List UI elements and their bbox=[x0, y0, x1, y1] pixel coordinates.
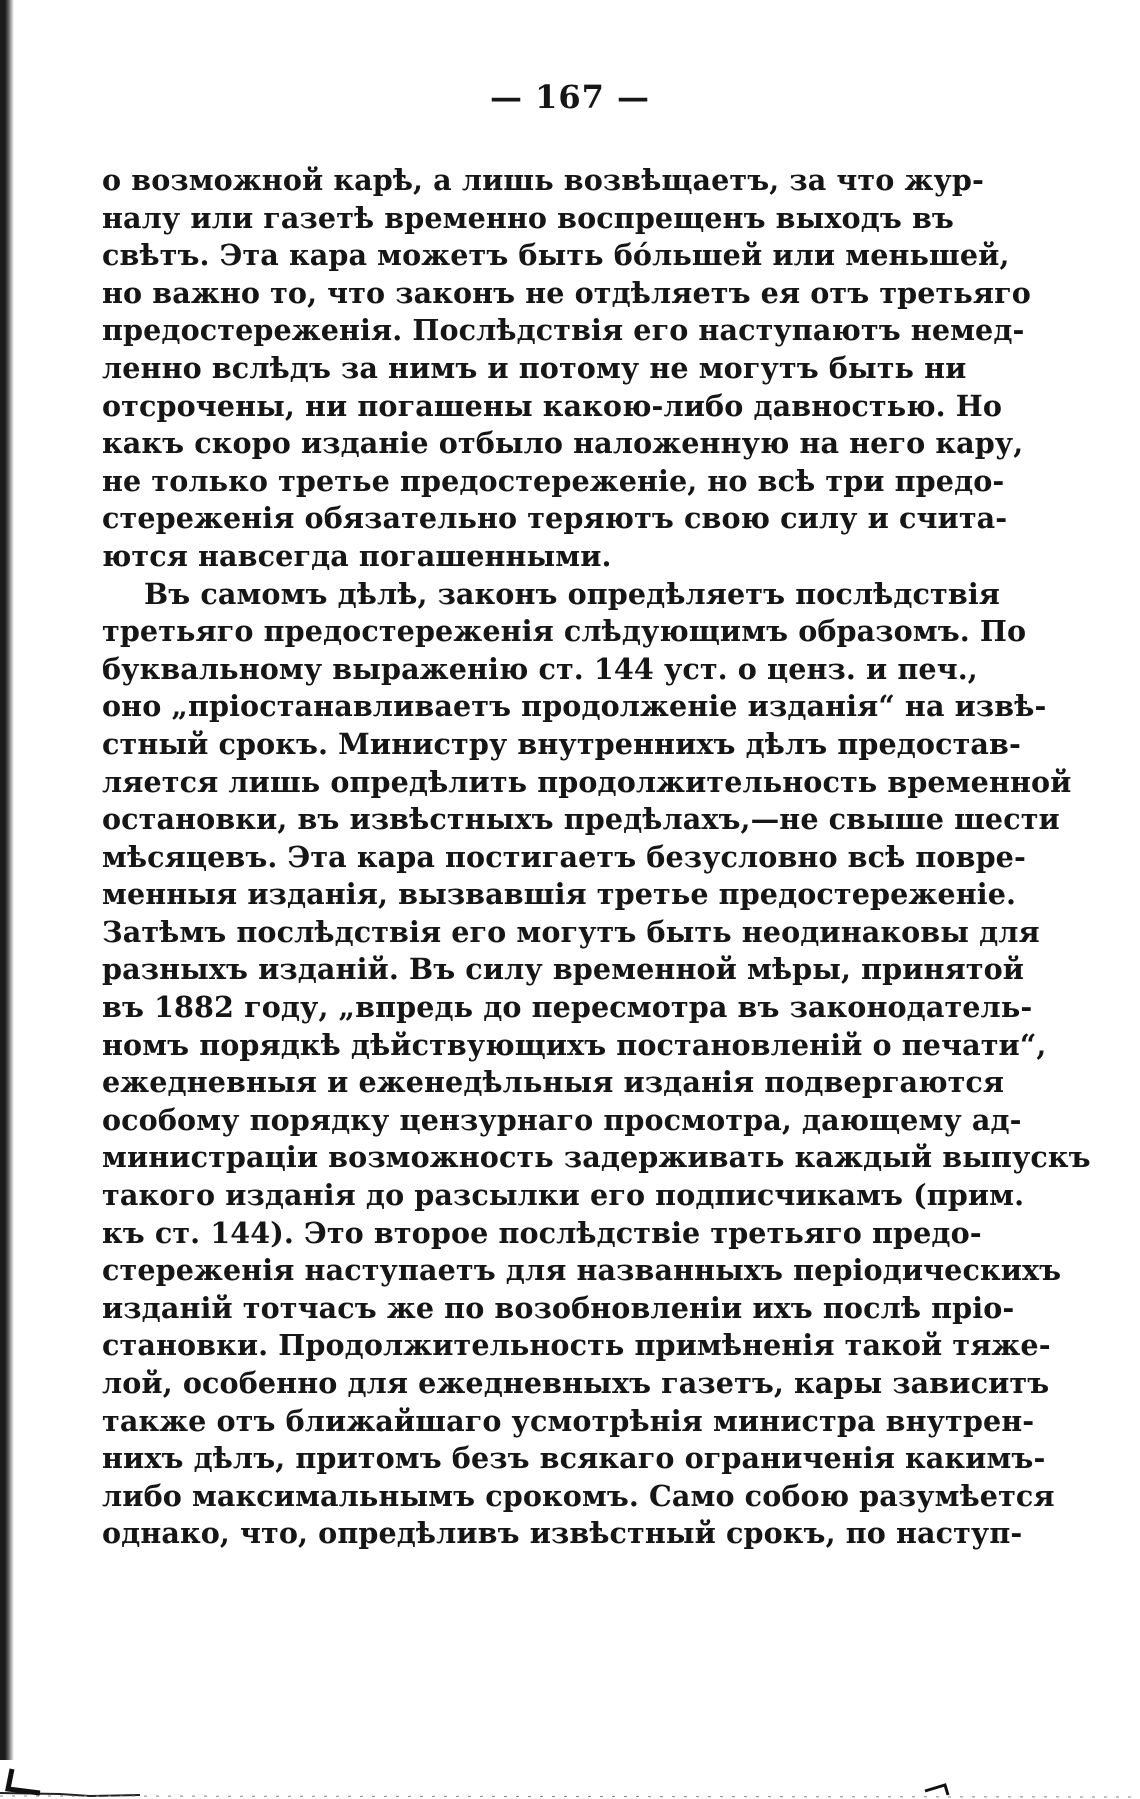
text-line: стереженія обязательно теряютъ свою силу и счита- bbox=[102, 501, 1008, 536]
text-line: налу или газетѣ временно воспрещенъ выходъ въ bbox=[102, 200, 954, 235]
text-line: оно „пріостанавливаетъ продолженіе изданія“ на извѣ- bbox=[102, 689, 1047, 724]
paragraph-1 bbox=[102, 162, 1031, 576]
text-line: ляется лишь опредѣлить продолжительность временной bbox=[102, 764, 1072, 799]
scan-binding-edge bbox=[0, 0, 14, 1760]
text-line: нихъ дѣлъ, притомъ безъ всякаго ограниченія какимъ- bbox=[102, 1441, 1046, 1476]
text-line: къ ст. 144). Это второе послѣдствіе третьяго предо- bbox=[102, 1215, 982, 1250]
text-line: мѣсяцевъ. Эта кара постигаетъ безусловно всѣ повре- bbox=[102, 839, 1026, 874]
text-line: свѣтъ. Эта кара можетъ быть бо́льшей или меньшей, bbox=[102, 238, 1010, 273]
text-line: разныхъ изданій. Въ силу временной мѣры, принятой bbox=[102, 952, 1025, 987]
page-number: — 167 — bbox=[489, 78, 651, 116]
text-line: менныя изданія, вызвавшія третье предостереженіе. bbox=[102, 877, 1017, 912]
text-line: однако, что, опредѣливъ извѣстный срокъ, по наступ- bbox=[102, 1516, 1023, 1551]
text-body bbox=[102, 162, 1091, 1553]
text-line: Затѣмъ послѣдствія его могутъ быть неодинаковы для bbox=[102, 914, 1040, 949]
text-line: какъ скоро изданіе отбыло наложенную на него кару, bbox=[102, 426, 1024, 461]
text-line: ежедневныя и еженедѣльныя изданія подвергаются bbox=[102, 1065, 1005, 1100]
text-line: такого изданія до разсылки его подписчикамъ (прим. bbox=[102, 1178, 1025, 1213]
text-line: лой, особенно для ежедневныхъ газетъ, кары зависитъ bbox=[102, 1366, 1050, 1400]
text-line: министраціи возможность задерживать каждый выпускъ bbox=[102, 1140, 1091, 1175]
text-line: но важно то, что законъ не отдѣляетъ ея отъ третьяго bbox=[102, 275, 1031, 310]
text-line: также отъ ближайшаго усмотрѣнія министра внутрен- bbox=[102, 1403, 1035, 1438]
text-line: ленно вслѣдъ за нимъ и потому не могутъ быть ни bbox=[102, 350, 967, 385]
text-line: Въ самомъ дѣлѣ, законъ опредѣляетъ послѣдствія bbox=[144, 576, 1001, 611]
text-line: въ 1882 году, „впредь до пересмотра въ законодатель- bbox=[102, 990, 1033, 1025]
text-line: отсрочены, ни погашены какою-либо давностью. Но bbox=[102, 388, 1003, 423]
text-line: буквальному выраженію ст. 144 уст. о ценз. и печ., bbox=[102, 651, 978, 686]
text-line: номъ порядкѣ дѣйствующихъ постановленій о печати“, bbox=[102, 1027, 1047, 1062]
text-line: предостереженія. Послѣдствія его наступаютъ немед- bbox=[102, 313, 1025, 348]
text-line: не только третье предостереженіе, но всѣ три предо- bbox=[102, 463, 1005, 498]
text-line: особому порядку цензурнаго просмотра, дающему ад- bbox=[102, 1102, 1022, 1137]
paragraph-2 bbox=[102, 576, 1091, 1553]
text-line: ются навсегда погашенными. bbox=[102, 538, 612, 573]
text-line: третьяго предостереженія слѣдующимъ образомъ. По bbox=[102, 614, 1027, 649]
text-line: остановки, въ извѣстныхъ предѣлахъ,—не свыше шести bbox=[102, 802, 1060, 837]
text-line: изданій тотчасъ же по возобновленіи ихъ послѣ пріо- bbox=[102, 1290, 1015, 1325]
text-line: либо максимальнымъ срокомъ. Само собою разумѣется bbox=[102, 1478, 1055, 1513]
text-line: о возможной карѣ, а лишь возвѣщаетъ, за что жур- bbox=[102, 163, 984, 197]
text-line: становки. Продолжительность примѣненія такой тяже- bbox=[102, 1328, 1051, 1363]
scan-bottom-noise bbox=[0, 1763, 1140, 1799]
text-line: стереженія наступаетъ для названныхъ періодическихъ bbox=[102, 1253, 1062, 1288]
text-line: стный срокъ. Министру внутреннихъ дѣлъ предостав- bbox=[102, 726, 1021, 761]
